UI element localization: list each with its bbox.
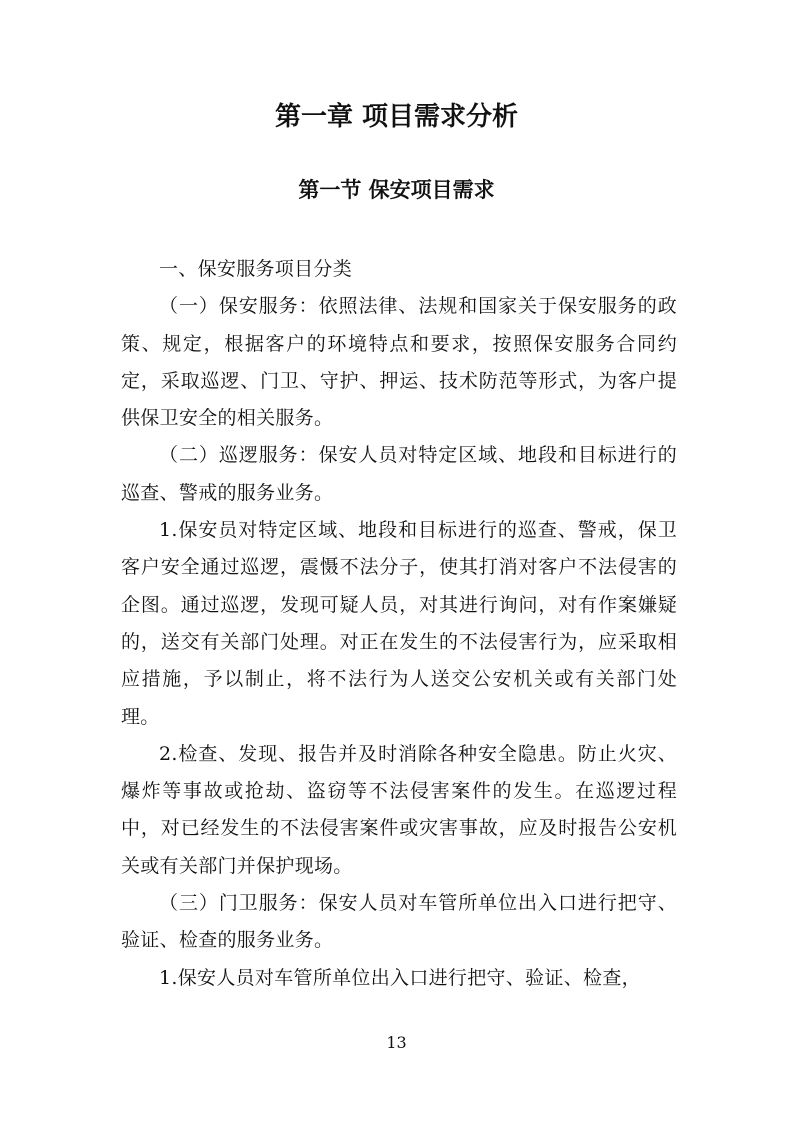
paragraph-category-heading: 一、保安服务项目分类 — [159, 258, 353, 280]
section-title: 第一节 保安项目需求 — [298, 178, 495, 202]
paragraph-patrol-item-2: 2.检查、发现、报告并及时消除各种安全隐患。防止火灾、爆炸等事故或抢劫、盗窃等不法侵害案件的发生。在巡逻过程中，对已经发生的不法侵害案件或灾害事故，应及时报告公安机关或有关部门并保护现场。 — [121, 742, 677, 877]
paragraph-patrol-item-1: 1.保安员对特定区域、地段和目标进行的巡查、警戒，保卫客户安全通过巡逻，震慑不法分子，使其打消对客户不法侵害的企图。通过巡逻，发现可疑人员，对其进行询问，对有作案嫌疑的，送交有关部门处理。对正在发生的不法侵害行为，应采取相应措施，予以制止，将不法行为人送交公安机关或有关部门处理。 — [121, 519, 677, 728]
paragraph-gate-service: （三）门卫服务：保安人员对车管所单位出入口进行把守、验证、检查的服务业务。 — [121, 892, 677, 952]
paragraph-security-service: （一）保安服务：依照法律、法规和国家关于保安服务的政策、规定，根据客户的环境特点和要求，按照保安服务合同约定，采取巡逻、门卫、守护、押运、技术防范等形式，为客户提供保卫安全的相关服务。 — [121, 295, 677, 430]
chapter-title: 第一章 项目需求分析 — [274, 102, 519, 132]
page-number: 13 — [386, 1033, 407, 1052]
paragraph-gate-item-1: 1.保安人员对车管所单位出入口进行把守、验证、检查， — [159, 966, 641, 989]
paragraph-patrol-service: （二）巡逻服务：保安人员对特定区域、地段和目标进行的巡查、警戒的服务业务。 — [121, 444, 677, 504]
body-text — [121, 251, 677, 997]
